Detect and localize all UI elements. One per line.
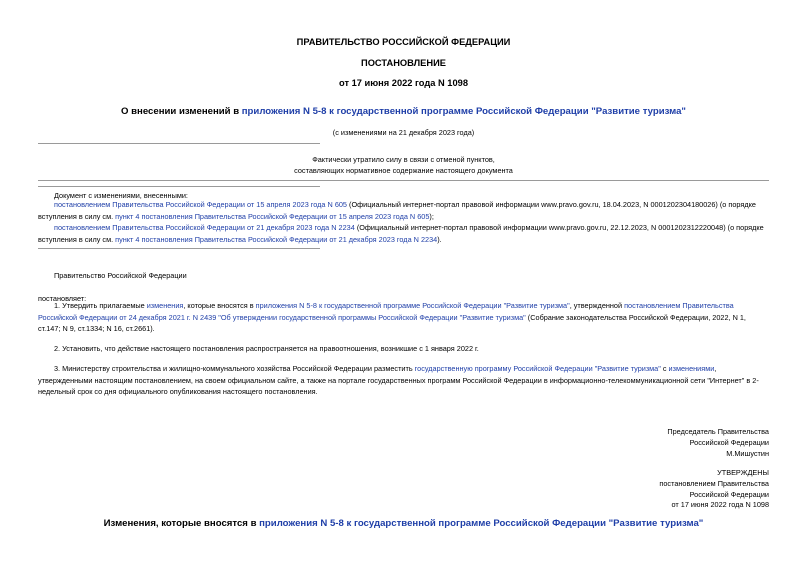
changes-item-2 (38, 222, 769, 245)
document-title-prefix: О внесении изменений в (121, 106, 242, 117)
paragraph-1-part-b: , которые вносятся в (183, 301, 256, 310)
revision-note: (с изменениями на 21 декабря 2023 года) (332, 128, 475, 137)
changes-link[interactable]: изменения (146, 301, 184, 310)
changes-item-1-text: (Официальный интернет-портал правовой информации www.pravo.gov.ru, 18.04.2023, N 0001202304180026) (о порядке вступления в силу см. (38, 200, 756, 221)
paragraph-1-part-c: , утвержденной (569, 301, 625, 310)
signature-role-2: Российской Федерации (689, 438, 769, 447)
changes-item-2-end: ). (437, 234, 442, 244)
document-type: ПОСТАНОВЛЕНИЕ (361, 58, 446, 68)
changes-item-1-end: ); (429, 211, 434, 221)
approval-line-2: постановлением Правительства (659, 479, 769, 488)
divider-2 (38, 180, 769, 181)
changes-item-2-text: (Официальный интернет-портал правовой информации www.pravo.gov.ru, 22.12.2023, N 0001202312220048) (о порядке вступления в силу см. (38, 223, 764, 244)
changes-title-prefix: Изменения, которые вносятся в (103, 518, 260, 529)
approval-line-4: от 17 июня 2022 года N 1098 (671, 500, 769, 509)
signature-name: М.Мишустин (726, 449, 769, 458)
paragraph-1 (38, 300, 769, 335)
paragraph-3-part-a: 3. Министерству строительства и жилищно-коммунального хозяйства Российской Федерации разместить (54, 364, 415, 373)
divider-4 (38, 248, 320, 249)
changes-intro: Документ с изменениями, внесенными: (54, 191, 188, 200)
title-program-link[interactable]: приложения N 5-8 к государственной программе Российской Федерации "Развитие туризма" (241, 106, 686, 117)
appendix-link[interactable]: приложения N 5-8 к государственной программе Российской Федерации "Развитие туризма" (255, 301, 570, 310)
changes-title (0, 518, 807, 529)
amendments-link[interactable]: изменениями (668, 364, 715, 373)
document-title (0, 106, 807, 117)
changes-item-1 (38, 199, 769, 222)
decree-2439-link[interactable]: постановлением Правительства Российской Федерации от 24 декабря 2021 г. N 2439 "Об утверждении государственной программы Российской Федерации "Развитие туризма" (38, 301, 734, 322)
amendment-2234-link[interactable]: постановлением Правительства Российской Федерации от 21 декабря 2023 года N 2234 (54, 223, 355, 232)
divider-3 (38, 186, 320, 187)
amendment-2234-clause-link[interactable]: пункт 4 постановления Правительства Российской Федерации от 21 декабря 2023 года N 2234 (115, 234, 438, 244)
government-line: Правительство Российской Федерации (54, 271, 187, 280)
paragraph-3-part-b: с (660, 364, 669, 373)
state-program-link[interactable]: государственную программу Российской Федерации "Развитие туризма" (414, 364, 661, 373)
paragraph-1-part-d: (Собрание законодательства Российской Федерации, 2022, N 1, ст.147; N 9, ст.1334; N 16, ст.2661). (38, 312, 746, 333)
status-note-line2: составляющих нормативное содержание настоящего документа (294, 166, 513, 175)
paragraph-3 (38, 363, 769, 398)
paragraph-3-part-c: , утвержденными настоящим постановлением, на своем официальном сайте, а также на портале государственных программ Российской Федерации в информационно-телекоммуникационной сети "Интернет" в 2-недельный срок со дня официального опубликования настоящего постановления. (38, 364, 759, 396)
amendment-605-link[interactable]: постановлением Правительства Российской Федерации от 15 апреля 2023 года N 605 (54, 200, 347, 209)
document-date-number: от 17 июня 2022 года N 1098 (339, 78, 468, 88)
paragraph-1-part-a: 1. Утвердить прилагаемые (54, 301, 147, 310)
changes-title-program-link[interactable]: приложения N 5-8 к государственной программе Российской Федерации "Развитие туризма" (259, 518, 704, 529)
approval-line-3: Российской Федерации (689, 490, 769, 499)
decides-line: постановляет: (38, 294, 87, 303)
signature-role-1: Председатель Правительства (667, 427, 769, 436)
amendment-605-clause-link[interactable]: пункт 4 постановления Правительства Российской Федерации от 15 апреля 2023 года N 605 (115, 211, 430, 221)
divider-1 (38, 143, 320, 144)
government-heading: ПРАВИТЕЛЬСТВО РОССИЙСКОЙ ФЕДЕРАЦИИ (296, 37, 511, 47)
paragraph-2: 2. Установить, что действие настоящего постановления распространяется на правоотношения, возникшие с 1 января 2022 г. (54, 344, 479, 353)
status-note-line1: Фактически утратило силу в связи с отменой пунктов, (312, 155, 495, 164)
approval-line-1: УТВЕРЖДЕНЫ (717, 468, 769, 477)
